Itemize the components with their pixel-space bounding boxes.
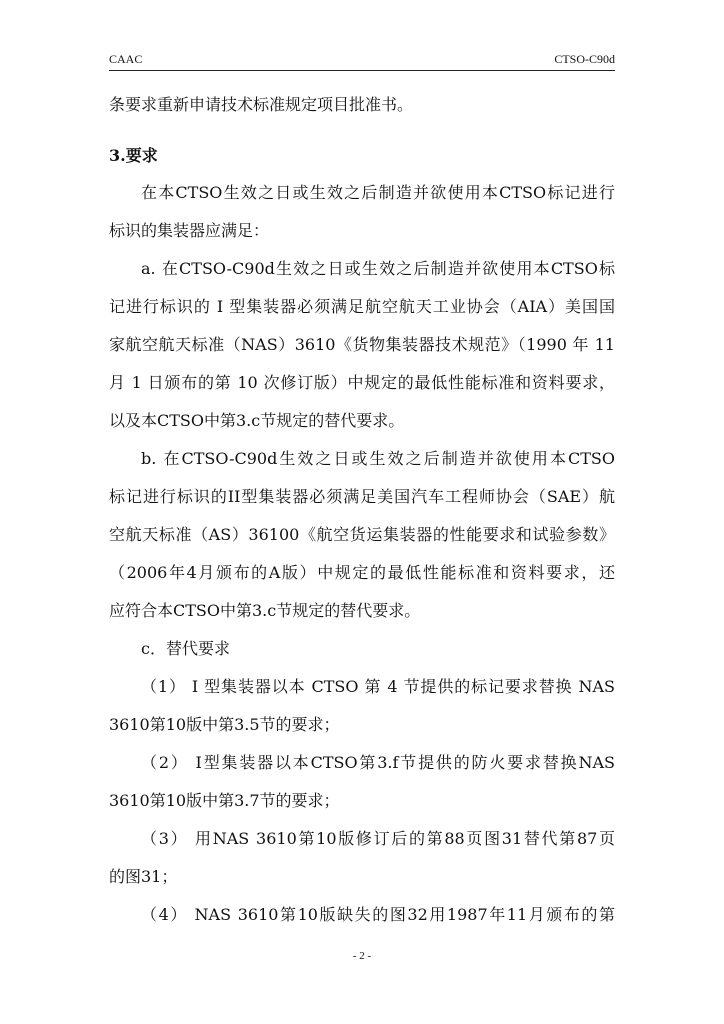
paragraph-line: 的图31；: [109, 867, 178, 886]
page-header: [109, 52, 615, 68]
paragraph-line: （2006年4月颁布的A版）中规定的最低性能标准和资料要求，还: [109, 563, 615, 582]
sub-item-2: （2） I型集装器以本CTSO第3.f节提供的防火要求替换NAS: [141, 753, 615, 772]
list-item-c: c．替代要求: [141, 639, 230, 658]
paragraph-line: 家航空航天标准（NAS）3610《货物集装器技术规范》（1990 年 11: [109, 335, 615, 354]
paragraph-line: 在本CTSO生效之日或生效之后制造并欲使用本CTSO标记进行: [141, 183, 615, 202]
paragraph-line: 月 1 日颁布的第 10 次修订版）中规定的最低性能标准和资料要求，: [109, 373, 615, 392]
paragraph-line: 应符合本CTSO中第3.c节规定的替代要求。: [109, 601, 421, 620]
header-org: CAAC: [109, 52, 143, 66]
paragraph-line: 条要求重新申请技术标准规定项目批准书。: [109, 95, 414, 114]
paragraph-line: 标识的集装器应满足：: [109, 221, 270, 240]
page-number: - 2 -: [352, 950, 372, 962]
list-item-b: b. 在CTSO-C90d生效之日或生效之后制造并欲使用本CTSO: [141, 449, 615, 468]
paragraph-line: 记进行标识的 I 型集装器必须满足航空航天工业协会（AIA）美国国: [109, 297, 615, 316]
header-rule: [109, 70, 615, 71]
sub-item-3: （3） 用NAS 3610第10版修订后的第88页图31替代第87页: [141, 829, 615, 848]
section-heading: 3.要求: [109, 146, 158, 165]
paragraph-line: 3610第10版中第3.5节的要求；: [109, 715, 340, 734]
sub-item-4: （4） NAS 3610第10版缺失的图32用1987年11月颁布的第: [141, 905, 615, 924]
paragraph-line: 空航天标准（AS）36100《航空货运集装器的性能要求和试验参数》: [109, 525, 615, 544]
sub-item-1: （1） I 型集装器以本 CTSO 第 4 节提供的标记要求替换 NAS: [141, 677, 615, 696]
paragraph-line: 以及本CTSO中第3.c节规定的替代要求。: [109, 411, 405, 430]
list-item-a: a. 在CTSO-C90d生效之日或生效之后制造并欲使用本CTSO标: [141, 259, 615, 278]
header-doc-id: CTSO-C90d: [554, 52, 615, 66]
paragraph-line: 标记进行标识的II型集装器必须满足美国汽车工程师协会（SAE）航: [109, 487, 615, 506]
paragraph-line: 3610第10版中第3.7节的要求；: [109, 791, 340, 810]
